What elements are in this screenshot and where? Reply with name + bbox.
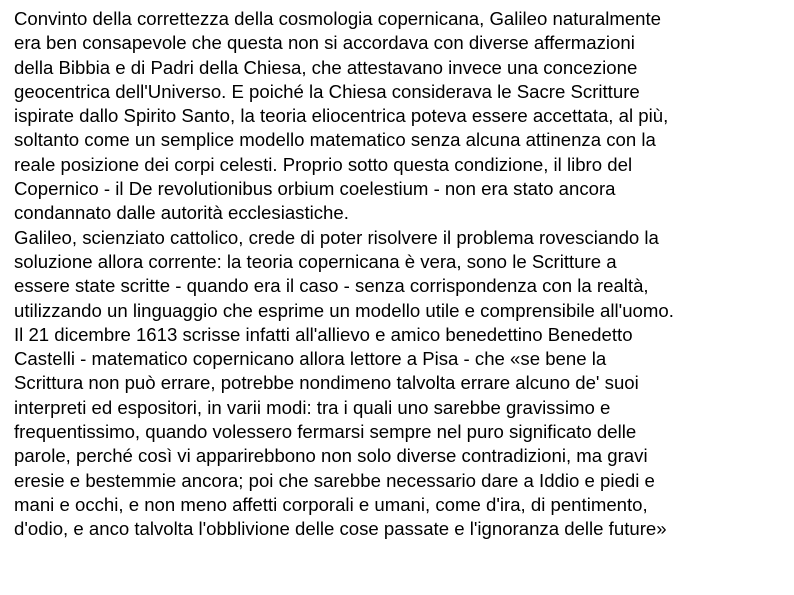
text-line-4: geocentrica dell'Universo. E poiché la Chiesa considerava le Sacre Scritture: [14, 80, 640, 102]
text-line-18: frequentissimo, quando volessero fermarsi sempre nel puro significato delle: [14, 421, 637, 443]
text-line-3: della Bibbia e di Padri della Chiesa, che attestavano invece una concezione: [14, 56, 638, 78]
text-line-9: condannato dalle autorità ecclesiastiche.: [14, 202, 349, 224]
body-text: [14, 7, 794, 542]
text-line-22: d'odio, e anco talvolta l'obblivione delle cose passate e l'ignoranza delle future»: [14, 518, 667, 540]
text-line-21: mani e occhi, e non meno affetti corporali e umani, come d'ira, di pentimento,: [14, 493, 648, 515]
text-line-10: Galileo, scienziato cattolico, crede di poter risolvere il problema rovesciando la: [14, 226, 659, 248]
text-line-6: soltanto come un semplice modello matematico senza alcuna attinenza con la: [14, 129, 656, 151]
text-line-16: Scrittura non può errare, potrebbe nondimeno talvolta errare alcuno de' suoi: [14, 372, 639, 394]
text-line-5: ispirate dallo Spirito Santo, la teoria eliocentrica poteva essere accettata, al più,: [14, 105, 669, 127]
text-line-7: reale posizione dei corpi celesti. Proprio sotto questa condizione, il libro del: [14, 153, 633, 175]
text-line-13: utilizzando un linguaggio che esprime un modello utile e comprensibile all'uomo.: [14, 299, 674, 321]
text-line-14: Il 21 dicembre 1613 scrisse infatti all'allievo e amico benedettino Benedetto: [14, 323, 633, 345]
text-line-12: essere state scritte - quando era il caso - senza corrispondenza con la realtà,: [14, 275, 649, 297]
text-line-19: parole, perché così vi apparirebbono non solo diverse contradizioni, ma gravi: [14, 445, 648, 467]
text-line-11: soluzione allora corrente: la teoria copernicana è vera, sono le Scritture a: [14, 250, 617, 272]
text-line-17: interpreti ed espositori, in varii modi: tra i quali uno sarebbe gravissimo e: [14, 396, 611, 418]
text-line-1: Convinto della correttezza della cosmologia copernicana, Galileo naturalmente: [14, 8, 662, 29]
text-line-20: eresie e bestemmie ancora; poi che sarebbe necessario dare a Iddio e piedi e: [14, 469, 655, 491]
text-line-8: Copernico - il De revolutionibus orbium coelestium - non era stato ancora: [14, 178, 616, 200]
text-line-2: era ben consapevole che questa non si accordava con diverse affermazioni: [14, 32, 635, 54]
text-line-15: Castelli - matematico copernicano allora lettore a Pisa - che «se bene la: [14, 348, 607, 370]
